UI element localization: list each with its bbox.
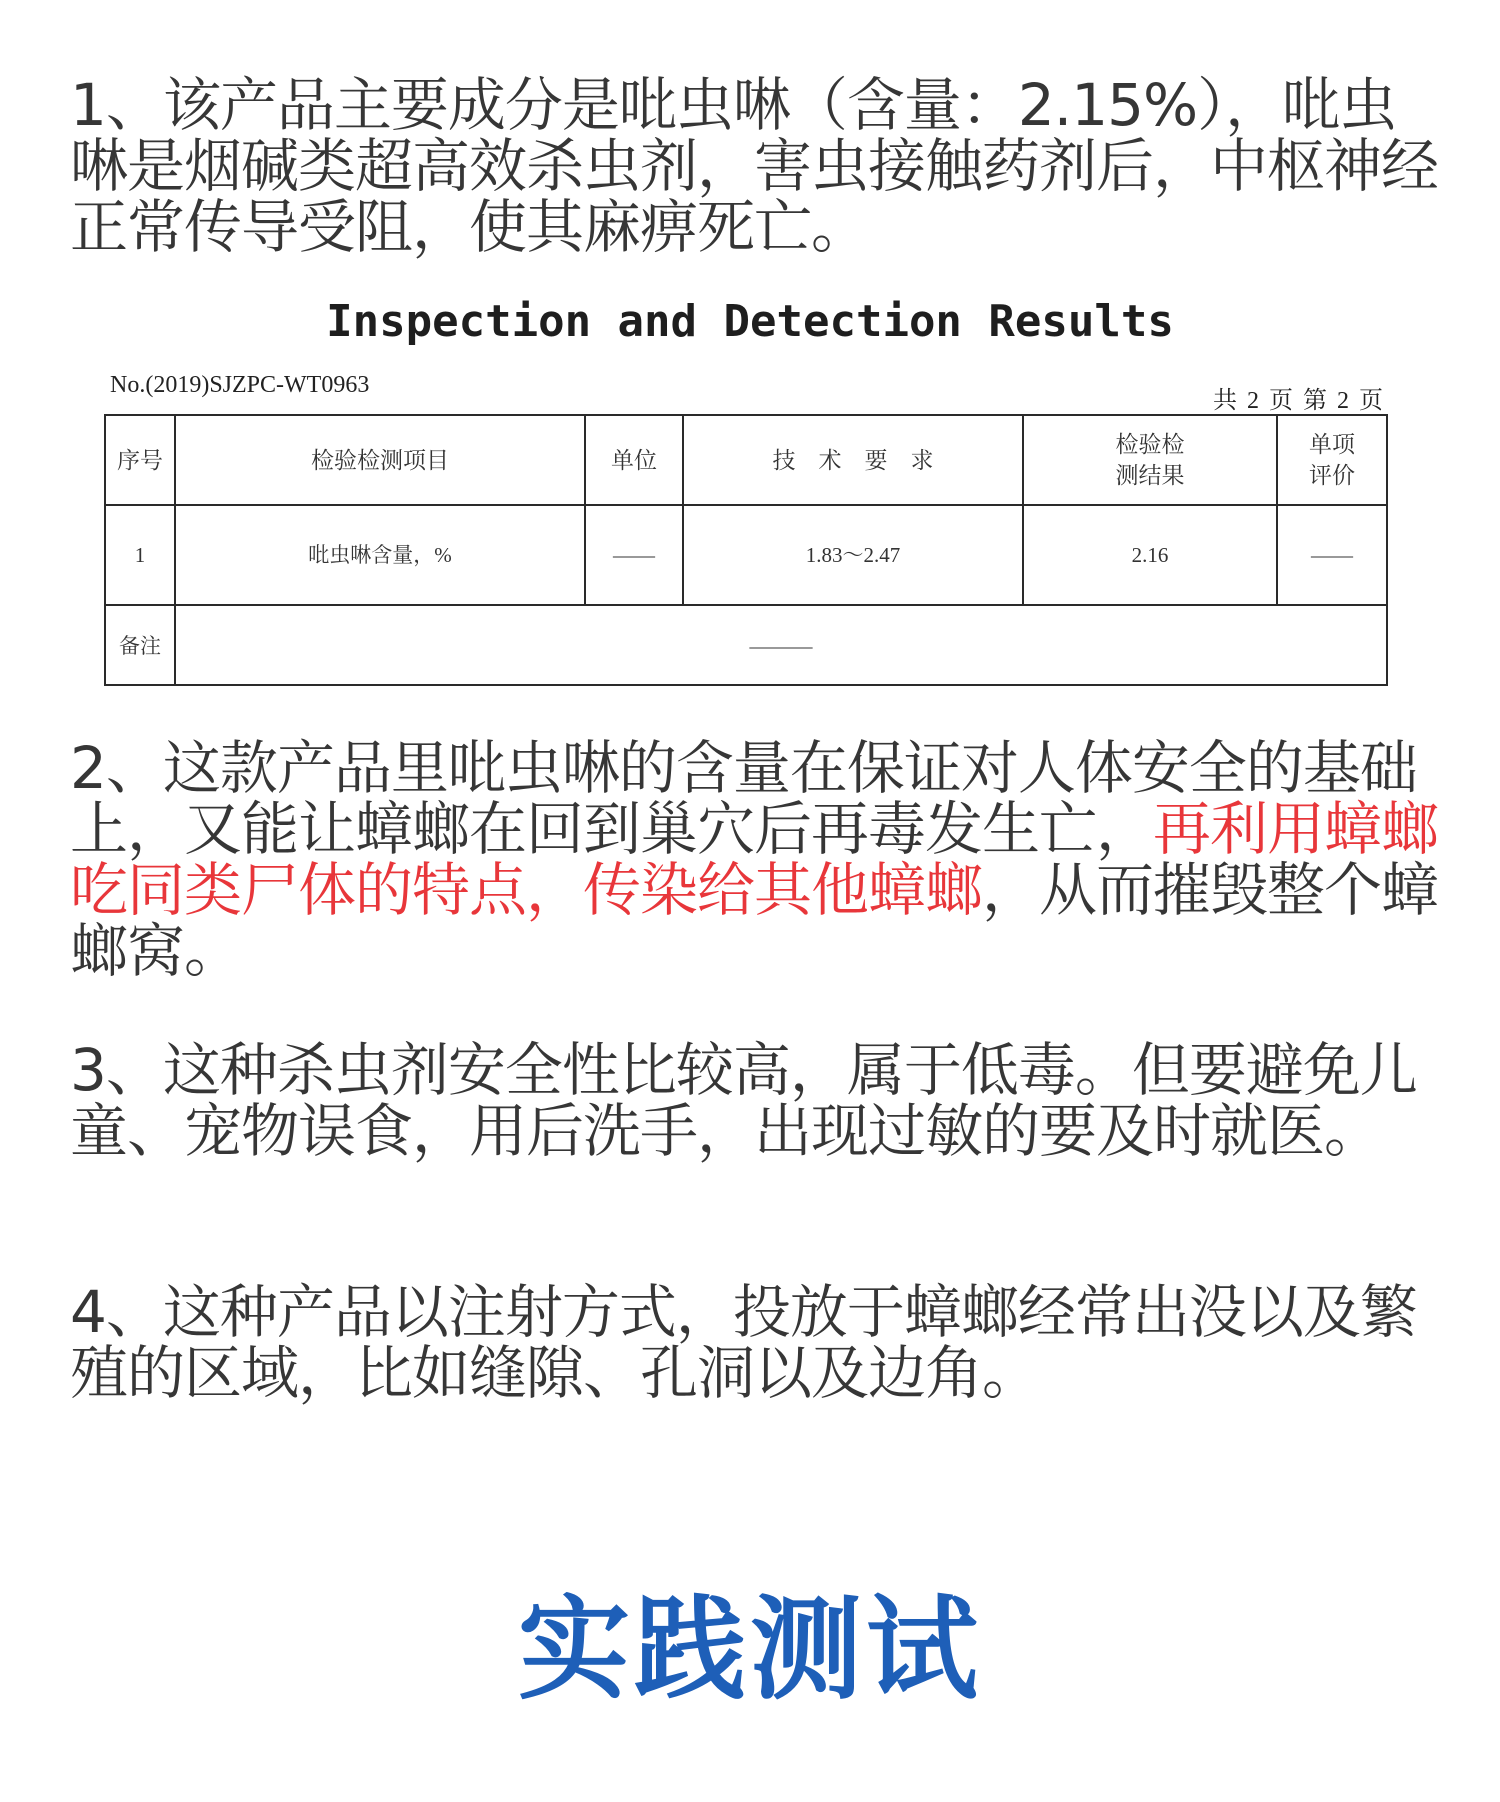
paragraph-2-highlight: 再利用蟑螂吃同类尸体的特点，传染给其他蟑螂 — [70, 795, 1439, 924]
header-result-line2: 测结果 — [1115, 463, 1185, 488]
header-seq: 序号 — [117, 447, 163, 473]
paragraph-2-text: 2、这款产品里吡虫啉的含量在保证对人体安全的基础上，又能让蟑螂在回到巢穴后再毒发生亡， — [70, 734, 1417, 863]
header-eval-line2: 评价 — [1309, 463, 1355, 488]
header-eval-line1: 单项 — [1309, 432, 1355, 457]
row-requirement: 1.83～2.47 — [805, 542, 901, 567]
remark-label: 备注 — [119, 633, 161, 658]
section-title: 实践测试 — [518, 1585, 982, 1715]
paragraph-2 — [70, 734, 1450, 985]
row-result: 2.16 — [1131, 542, 1169, 567]
remark-value: ——— — [749, 633, 813, 658]
report-title: Inspection and Detection Results — [326, 296, 1174, 347]
paragraph-4: 4、这种产品以注射方式，投放于蟑螂经常出没以及繁殖的区域，比如缝隙、孔洞以及边角。 — [70, 1278, 1417, 1407]
row-item: 吡虫啉含量，% — [308, 542, 452, 567]
row-unit: —— — [613, 542, 655, 567]
header-requirement: 技 术 要 求 — [772, 447, 934, 473]
report-number: No.(2019)SJZPC-WT0963 — [110, 372, 370, 398]
header-eval — [1278, 416, 1386, 504]
header-item: 检验检测项目 — [311, 447, 449, 473]
paragraph-2-end: ，从而摧毁整个蟑螂窝。 — [70, 856, 1439, 985]
results-table — [104, 414, 1388, 686]
page-info: 共 2 页 第 2 页 — [1213, 388, 1385, 414]
paragraph-3: 3、这种杀虫剂安全性比较高，属于低毒。但要避免儿童、宠物误食，用后洗手，出现过敏的要及时就医。 — [70, 1036, 1417, 1165]
row-seq: 1 — [134, 542, 146, 567]
row-eval: —— — [1311, 542, 1353, 567]
header-result — [1024, 416, 1276, 504]
paragraph-1: 1、该产品主要成分是吡虫啉（含量：2.15%），吡虫啉是烟碱类超高效杀虫剂，害虫接触药剂后，中枢神经正常传导受阻，使其麻痹死亡。 — [70, 71, 1439, 261]
header-result-line1: 检验检 — [1115, 432, 1185, 457]
header-unit: 单位 — [611, 447, 657, 473]
